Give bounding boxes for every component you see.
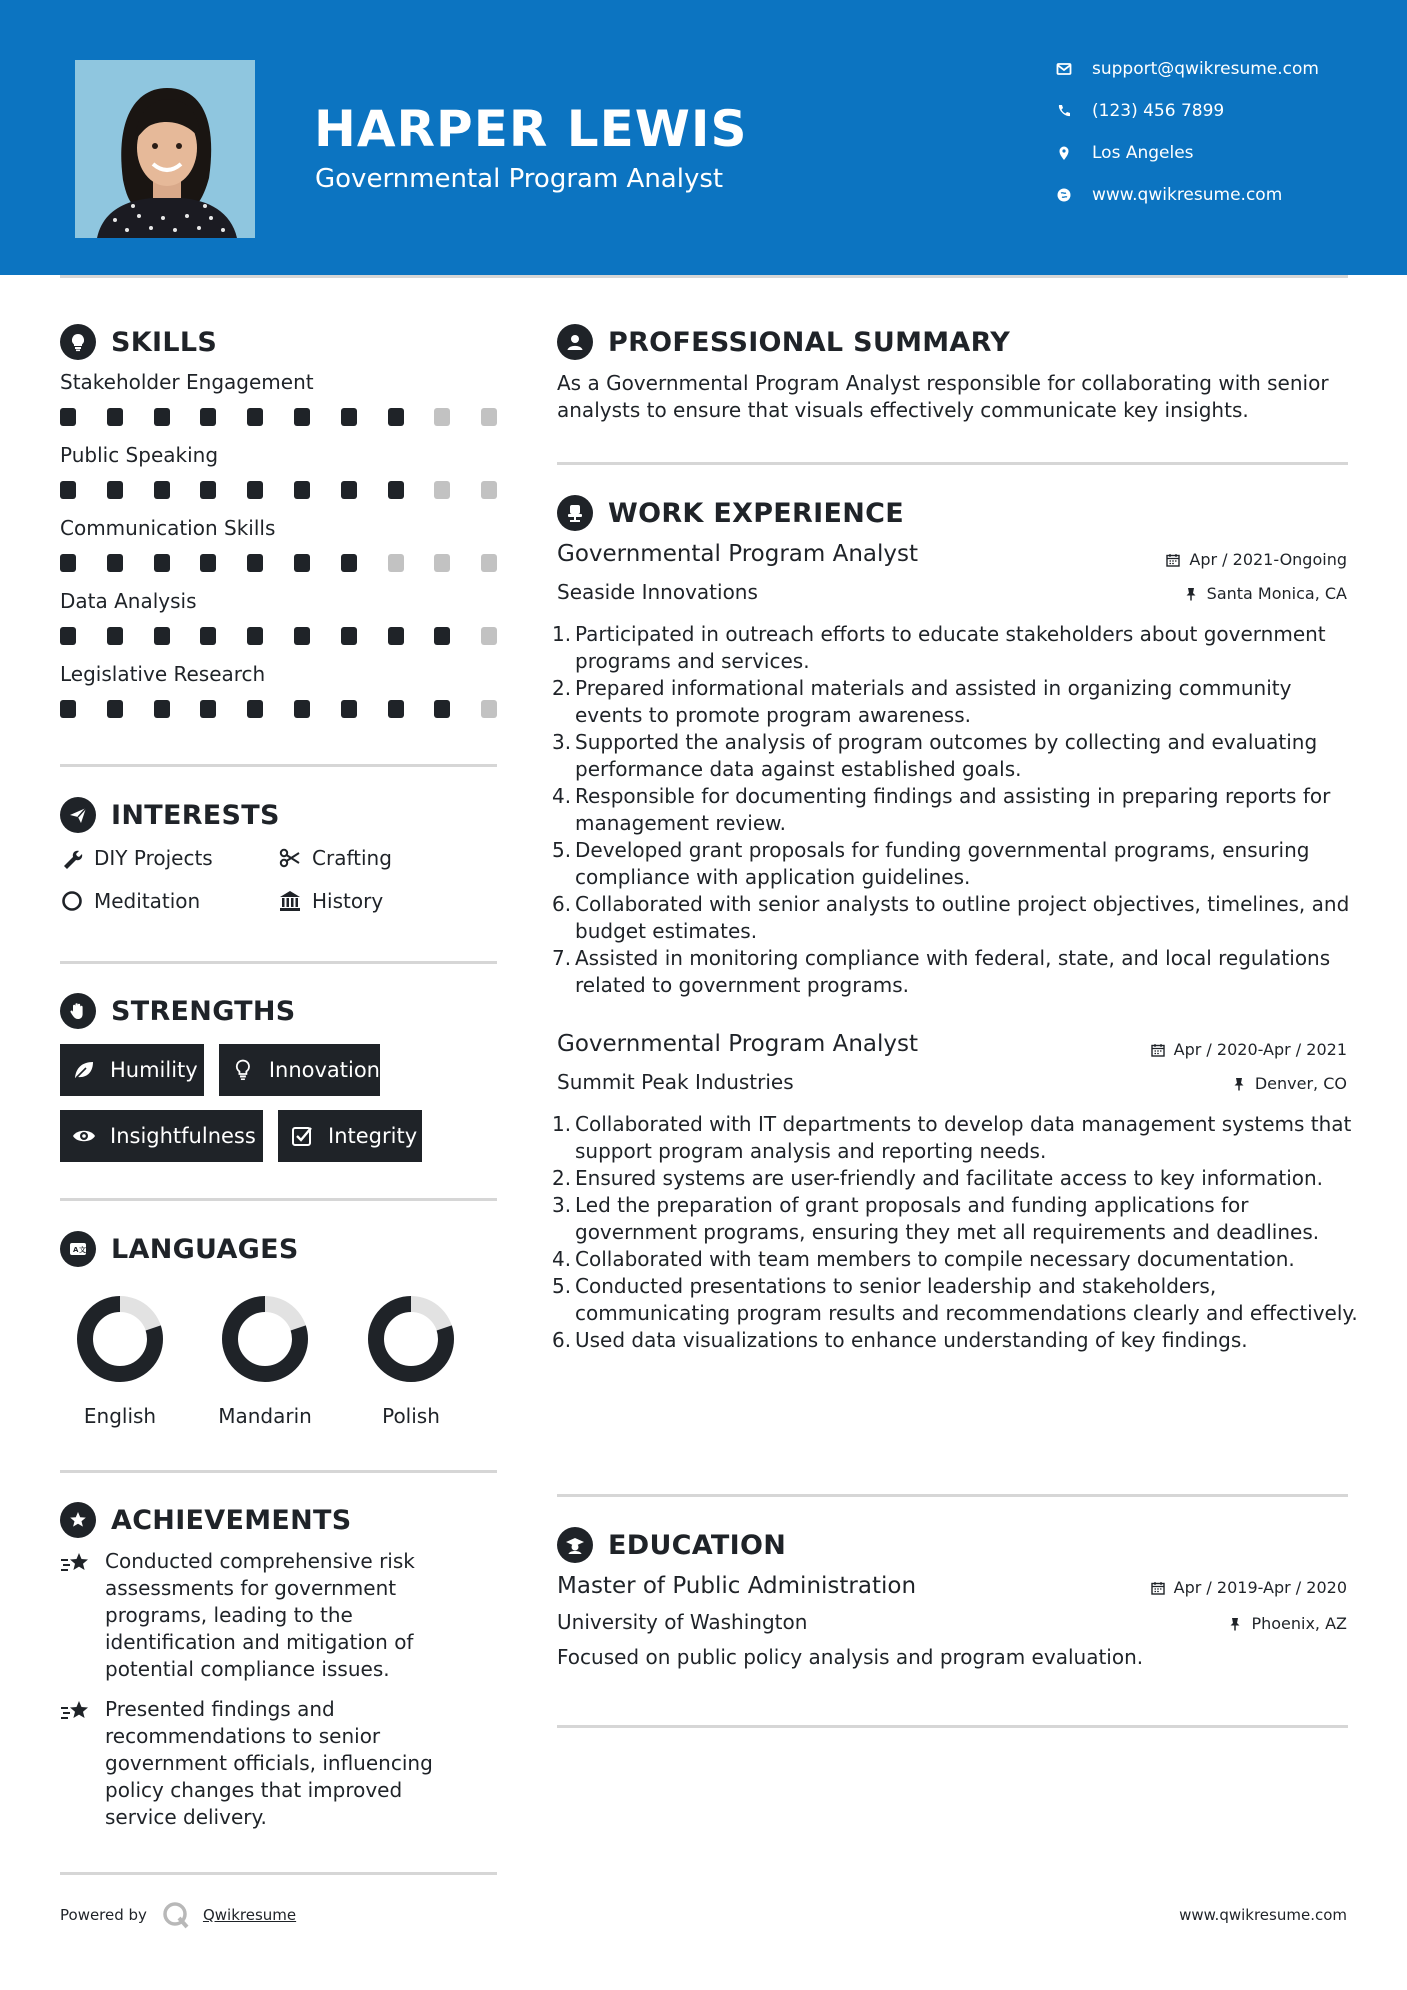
contact-website[interactable] <box>1056 182 1386 208</box>
achievements-title: ACHIEVEMENTS <box>111 1504 352 1536</box>
skill-dot-filled <box>154 481 170 499</box>
strengths-title: STRENGTHS <box>111 995 296 1027</box>
duty-item <box>552 783 1365 837</box>
job-duties-list <box>552 621 1365 999</box>
contact-email[interactable] <box>1056 56 1386 82</box>
skill-dot-filled <box>247 627 263 645</box>
scissors-icon <box>278 846 302 870</box>
skill-dot-filled <box>154 700 170 718</box>
duty-number: 3. <box>552 730 572 754</box>
strength-insightfulness <box>60 1110 263 1162</box>
languages-heading <box>60 1229 299 1269</box>
achievement-text: Conducted comprehensive risk assessments for government programs, leading to the identification and mitigation of potential compliance issues. <box>105 1549 415 1681</box>
skill-rating <box>60 481 500 499</box>
language-ring <box>75 1294 165 1384</box>
skill-dot-filled <box>107 408 123 426</box>
skill-dot-empty <box>481 700 497 718</box>
duty-text: Led the preparation of grant proposals and funding applications for government programs, ensuring they met all requirements and deadlines. <box>575 1193 1320 1244</box>
candidate-role: Governmental Program Analyst <box>315 164 724 194</box>
skill-dot-filled <box>200 481 216 499</box>
skill-dot-filled <box>434 627 450 645</box>
duty-text: Supported the analysis of program outcomes by collecting and evaluating performance data against established goals. <box>575 730 1318 781</box>
duty-number: 3. <box>552 1193 572 1217</box>
strengths-heading <box>60 991 296 1031</box>
lightbulb-icon <box>231 1058 255 1082</box>
skill-dot-filled <box>154 554 170 572</box>
skill-dot-empty <box>434 481 450 499</box>
skill-name: Communication Skills <box>60 516 276 540</box>
graduate-icon <box>557 1527 593 1563</box>
pushpin-icon <box>1232 1077 1246 1091</box>
skill-dot-filled <box>247 700 263 718</box>
skill-dot-empty <box>481 408 497 426</box>
contact-phone-text: (123) 456 7899 <box>1092 101 1225 121</box>
duty-number: 1. <box>552 622 572 646</box>
globe-icon <box>1056 187 1072 203</box>
education-school: University of Washington <box>557 1610 808 1634</box>
interest-history <box>278 887 383 915</box>
hand-icon <box>60 993 96 1029</box>
achievements-divider <box>60 1872 497 1875</box>
skill-dot-empty <box>481 481 497 499</box>
job-location-text: Santa Monica, CA <box>1206 584 1347 603</box>
interests-divider <box>60 961 497 964</box>
shooting-star-icon <box>60 1550 92 1578</box>
language-item <box>336 1294 486 1428</box>
skill-dot-filled <box>200 627 216 645</box>
pushpin-icon <box>1184 587 1198 601</box>
duty-item <box>552 1273 1365 1327</box>
skill-dot-filled <box>294 700 310 718</box>
interest-diy-projects <box>60 844 213 872</box>
interest-meditation <box>60 887 200 915</box>
office-chair-icon <box>557 495 593 531</box>
skill-dot-filled <box>200 408 216 426</box>
phone-icon <box>1056 103 1072 119</box>
job-location-text: Denver, CO <box>1254 1074 1347 1093</box>
duty-item <box>552 1165 1365 1192</box>
skill-dot-filled <box>341 700 357 718</box>
skill-dot-filled <box>294 554 310 572</box>
skill-dot-filled <box>247 481 263 499</box>
duty-text: Used data visualizations to enhance understanding of key findings. <box>575 1328 1248 1352</box>
interests-title: INTERESTS <box>111 799 280 831</box>
job-dates <box>1151 1040 1347 1059</box>
skill-dot-filled <box>388 700 404 718</box>
duty-text: Participated in outreach efforts to educate stakeholders about government programs and services. <box>575 622 1326 673</box>
skill-name: Public Speaking <box>60 443 219 467</box>
job-company: Seaside Innovations <box>557 580 758 604</box>
education-location <box>1228 1614 1347 1633</box>
skill-dot-filled <box>434 700 450 718</box>
duty-text: Responsible for documenting findings and assisting in preparing reports for management review. <box>575 784 1331 835</box>
candidate-name: HARPER LEWIS <box>314 100 748 158</box>
duty-text: Conducted presentations to senior leadership and stakeholders, communicating program results and recommendations clearly and effectively. <box>575 1274 1358 1325</box>
contact-phone[interactable] <box>1056 98 1386 124</box>
calendar-icon <box>1151 1581 1165 1595</box>
duty-item <box>552 837 1365 891</box>
duty-item <box>552 1192 1365 1246</box>
job-location <box>1232 1074 1347 1093</box>
star-badge-icon <box>60 1502 96 1538</box>
strength-label: Insightfulness <box>110 1124 256 1148</box>
skill-dot-filled <box>107 700 123 718</box>
strength-humility <box>60 1044 204 1096</box>
skill-dot-empty <box>434 408 450 426</box>
wrench-icon <box>60 846 84 870</box>
duty-number: 5. <box>552 1274 572 1298</box>
skill-dot-filled <box>154 408 170 426</box>
education-heading <box>557 1525 786 1565</box>
skill-dot-filled <box>60 554 76 572</box>
summary-divider <box>557 462 1348 465</box>
duty-text: Developed grant proposals for funding governmental programs, ensuring compliance with application guidelines. <box>575 838 1310 889</box>
skill-dot-filled <box>60 627 76 645</box>
duty-text: Collaborated with senior analysts to outline project objectives, timelines, and budget estimates. <box>575 892 1350 943</box>
skill-dot-filled <box>341 408 357 426</box>
duty-number: 2. <box>552 1166 572 1190</box>
skill-dot-empty <box>481 554 497 572</box>
interest-label: Meditation <box>94 889 201 913</box>
skill-dot-filled <box>388 481 404 499</box>
contact-location <box>1056 140 1386 166</box>
duty-number: 2. <box>552 676 572 700</box>
skill-dot-empty <box>388 554 404 572</box>
strength-label: Integrity <box>328 1124 418 1148</box>
duty-text: Collaborated with team members to compile necessary documentation. <box>575 1247 1295 1271</box>
duty-number: 6. <box>552 1328 572 1352</box>
skill-dot-filled <box>341 627 357 645</box>
envelope-icon <box>1056 61 1072 77</box>
skill-name: Data Analysis <box>60 589 197 613</box>
skill-dot-filled <box>388 627 404 645</box>
contact-email-text: support@qwikresume.com <box>1092 59 1319 79</box>
strength-label: Humility <box>110 1058 198 1082</box>
eye-icon <box>72 1124 96 1148</box>
summary-title: PROFESSIONAL SUMMARY <box>608 326 1011 358</box>
skill-dot-empty <box>481 627 497 645</box>
language-item <box>190 1294 340 1428</box>
skill-dot-filled <box>60 408 76 426</box>
experience-heading <box>557 493 904 533</box>
duty-item <box>552 1111 1365 1165</box>
duty-item <box>552 1327 1365 1354</box>
strength-innovation <box>219 1044 380 1096</box>
skill-name: Legislative Research <box>60 662 266 686</box>
language-label: Polish <box>382 1404 440 1428</box>
duty-text: Ensured systems are user-friendly and facilitate access to key information. <box>575 1166 1324 1190</box>
header-divider <box>60 275 1348 278</box>
qwikresume-logo-icon <box>161 1900 191 1930</box>
qwikresume-link[interactable]: Qwikresume <box>202 1906 297 1924</box>
achievement-item <box>60 1548 480 1683</box>
achievements-heading <box>60 1500 352 1540</box>
duty-number: 1. <box>552 1112 572 1136</box>
job-dates-text: Apr / 2020-Apr / 2021 <box>1173 1040 1347 1059</box>
education-divider <box>557 1725 1348 1728</box>
education-location-text: Phoenix, AZ <box>1251 1614 1347 1633</box>
skill-dot-filled <box>107 481 123 499</box>
skills-divider <box>60 764 497 767</box>
languages-title: LANGUAGES <box>111 1233 299 1265</box>
svg-text:文: 文 <box>79 1246 86 1254</box>
skill-dot-filled <box>247 554 263 572</box>
job-location <box>1184 584 1347 603</box>
museum-icon <box>278 889 302 913</box>
job-dates-text: Apr / 2021-Ongoing <box>1189 550 1347 569</box>
education-dates-text: Apr / 2019-Apr / 2020 <box>1173 1578 1347 1597</box>
skill-dot-empty <box>434 554 450 572</box>
language-ring <box>220 1294 310 1384</box>
shooting-star-icon <box>60 1698 92 1726</box>
skill-rating <box>60 627 500 645</box>
strengths-divider <box>60 1198 497 1201</box>
duty-text: Assisted in monitoring compliance with federal, state, and local regulations related to government programs. <box>575 946 1331 997</box>
interest-label: History <box>312 889 384 913</box>
powered-by <box>60 1900 296 1930</box>
circle-icon <box>60 889 84 913</box>
language-icon <box>60 1231 96 1267</box>
language-item <box>45 1294 195 1428</box>
duty-text: Collaborated with IT departments to develop data management systems that support program analysis and reporting needs. <box>575 1112 1352 1163</box>
languages-divider <box>60 1470 497 1473</box>
map-pin-icon <box>1056 145 1072 161</box>
education-description: Focused on public policy analysis and program evaluation. <box>557 1645 1144 1669</box>
strength-label: Innovation <box>268 1058 380 1082</box>
skill-dot-filled <box>60 481 76 499</box>
education-title: EDUCATION <box>608 1529 787 1561</box>
resume-header <box>0 0 1407 275</box>
experience-divider <box>557 1494 1348 1497</box>
duty-item <box>552 621 1365 675</box>
duty-item <box>552 1246 1365 1273</box>
check-square-icon <box>290 1124 314 1148</box>
job-dates <box>1166 550 1347 569</box>
duty-text: Prepared informational materials and assisted in organizing community events to promote program awareness. <box>575 676 1292 727</box>
strength-integrity <box>278 1110 422 1162</box>
skill-name: Stakeholder Engagement <box>60 370 314 394</box>
skill-dot-filled <box>247 408 263 426</box>
duty-item <box>552 675 1365 729</box>
skill-dot-filled <box>107 554 123 572</box>
skill-dot-filled <box>341 481 357 499</box>
skill-dot-filled <box>200 554 216 572</box>
skills-title: SKILLS <box>111 326 218 358</box>
skill-dot-filled <box>388 408 404 426</box>
job-title: Governmental Program Analyst <box>557 1031 918 1057</box>
calendar-icon <box>1151 1043 1165 1057</box>
skill-rating <box>60 554 500 572</box>
contact-website-text: www.qwikresume.com <box>1092 185 1283 205</box>
language-label: Mandarin <box>218 1404 312 1428</box>
footer-website[interactable]: www.qwikresume.com <box>1179 1906 1347 1924</box>
summary-heading <box>557 322 1010 362</box>
calendar-icon <box>1166 553 1180 567</box>
interest-label: Crafting <box>312 846 392 870</box>
skill-rating <box>60 408 500 426</box>
skill-dot-filled <box>341 554 357 572</box>
duty-number: 7. <box>552 946 572 970</box>
job-duties-list <box>552 1111 1365 1354</box>
duty-number: 4. <box>552 1247 572 1271</box>
skill-dot-filled <box>294 627 310 645</box>
skill-dot-filled <box>294 481 310 499</box>
language-label: English <box>83 1404 157 1428</box>
skills-heading <box>60 322 217 362</box>
language-ring <box>366 1294 456 1384</box>
duty-item <box>552 729 1365 783</box>
duty-number: 6. <box>552 892 572 916</box>
svg-text:A: A <box>73 1246 79 1254</box>
paper-plane-icon <box>60 797 96 833</box>
interests-heading <box>60 795 280 835</box>
skill-dot-filled <box>107 627 123 645</box>
powered-by-label: Powered by <box>60 1906 147 1924</box>
pushpin-icon <box>1228 1617 1242 1631</box>
duty-number: 4. <box>552 784 572 808</box>
education-degree: Master of Public Administration <box>557 1573 917 1599</box>
duty-item <box>552 891 1365 945</box>
job-company: Summit Peak Industries <box>557 1070 794 1094</box>
experience-title: WORK EXPERIENCE <box>608 497 904 529</box>
user-circle-icon <box>557 324 593 360</box>
skill-dot-filled <box>200 700 216 718</box>
duty-item <box>552 945 1365 999</box>
job-title: Governmental Program Analyst <box>557 541 918 567</box>
interest-label: DIY Projects <box>94 846 213 870</box>
leaf-icon <box>72 1058 96 1082</box>
summary-text: As a Governmental Program Analyst responsible for collaborating with senior analysts to ensure that visuals effectively communicate key insights. <box>557 371 1329 422</box>
duty-number: 5. <box>552 838 572 862</box>
achievement-item <box>60 1696 480 1831</box>
interest-crafting <box>278 844 392 872</box>
contact-location-text: Los Angeles <box>1092 143 1194 163</box>
skill-dot-filled <box>154 627 170 645</box>
lightbulb-icon <box>60 324 96 360</box>
skill-rating <box>60 700 500 718</box>
skill-dot-filled <box>60 700 76 718</box>
education-dates <box>1151 1578 1347 1597</box>
achievement-text: Presented findings and recommendations to senior government officials, influencing policy changes that improved service delivery. <box>105 1697 433 1829</box>
skill-dot-filled <box>294 408 310 426</box>
profile-photo <box>75 60 255 238</box>
